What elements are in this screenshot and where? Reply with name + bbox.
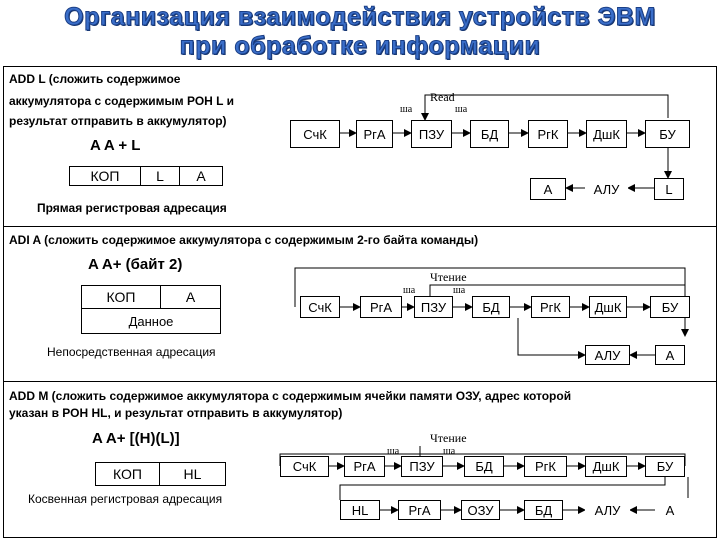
title-line-1: Организация взаимодействия устройств ЭВМ (64, 3, 656, 31)
s3-block-hl: HL (340, 500, 380, 520)
s1-block-dshk: ДшК (586, 120, 627, 148)
section2-desc: ADI A (сложить содержимое аккумулятора с содержимым 2-го байта команды) (9, 233, 479, 247)
s3-block-alu: АЛУ (585, 500, 630, 520)
section1-bus-label-1: ша (400, 104, 413, 115)
section1-desc-line3: результат отправить в аккумулятор) (9, 114, 227, 128)
s1-block-rga: РгА (356, 120, 393, 148)
section1-signal: Read (430, 90, 455, 104)
s1-block-a: A (530, 178, 566, 200)
s3-block-rga: РгА (344, 456, 385, 477)
section2-mode: Непосредственная адресация (47, 345, 216, 359)
s3-block-dshk: ДшК (585, 456, 627, 477)
title-line-2: при обработке информации (179, 32, 541, 60)
section3-desc-line1: ADD M (сложить содержимое аккумулятора с содержимым ячейки памяти ОЗУ, адрес которой (9, 389, 572, 403)
section3-bus-label-1: ша (387, 446, 400, 457)
s3-block-rga-2: РгА (398, 500, 441, 520)
s1-block-alu: АЛУ (585, 178, 628, 200)
section2-bus-label-1: ша (403, 285, 416, 296)
section3-signal: Чтение (430, 431, 467, 445)
section1-field-a: A (179, 166, 223, 186)
section2-bus-label-2: ша (453, 285, 466, 296)
section2-field-a: A (160, 285, 221, 309)
section1-mode: Прямая регистровая адресация (37, 201, 227, 215)
s2-block-bu: БУ (650, 296, 690, 318)
s3-block-bd: БД (464, 456, 504, 477)
section3-mode: Косвенная регистровая адресация (28, 492, 223, 506)
s3-block-schk: СчК (280, 456, 329, 477)
s2-block-alu: АЛУ (585, 345, 630, 365)
section1-field-l: L (140, 166, 180, 186)
s2-block-a: A (655, 345, 685, 365)
s2-block-dshk: ДшК (589, 296, 627, 318)
section3-formula: A A+ [(H)(L)] (92, 430, 180, 447)
s2-block-bd: БД (472, 296, 510, 318)
section1-field-kop: КОП (69, 166, 141, 186)
s1-block-bd: БД (470, 120, 509, 148)
s1-block-bu: БУ (645, 120, 690, 148)
s1-block-rgk: РгК (528, 120, 568, 148)
s3-block-rgk: РгК (524, 456, 567, 477)
s2-block-rga: РгА (360, 296, 402, 318)
s1-block-pzu: ПЗУ (411, 120, 452, 148)
section1-bus-label-2: ша (455, 104, 468, 115)
section1-desc-line1: ADD L (сложить содержимое (9, 72, 181, 86)
s2-block-pzu: ПЗУ (414, 296, 453, 318)
s2-block-schk: СчК (300, 296, 340, 318)
s2-block-rgk: РгК (531, 296, 570, 318)
section3-bus-label-2: ша (443, 446, 456, 457)
section3-field-hl: HL (159, 462, 226, 486)
s1-block-schk: СчК (290, 120, 340, 148)
s3-block-bd-2: БД (524, 500, 563, 520)
section3-field-kop: КОП (95, 462, 160, 486)
section2-signal: Чтение (430, 270, 467, 284)
section3-desc-line2: указан в РОН HL, и результат отправить в аккумулятор) (9, 406, 343, 420)
s1-block-l: L (654, 178, 684, 200)
section1-desc-line2: аккумулятора с содержимым РОН L и (9, 94, 234, 108)
section2-formula: A A+ (байт 2) (88, 256, 183, 273)
section1-formula: A A + L (90, 137, 141, 154)
s3-block-pzu: ПЗУ (401, 456, 443, 477)
s3-block-bu: БУ (645, 456, 685, 477)
section2-field-data: Данное (81, 308, 221, 334)
s3-block-ozu: ОЗУ (461, 500, 500, 520)
section2-field-kop: КОП (81, 285, 161, 309)
s3-block-a: A (655, 500, 685, 520)
